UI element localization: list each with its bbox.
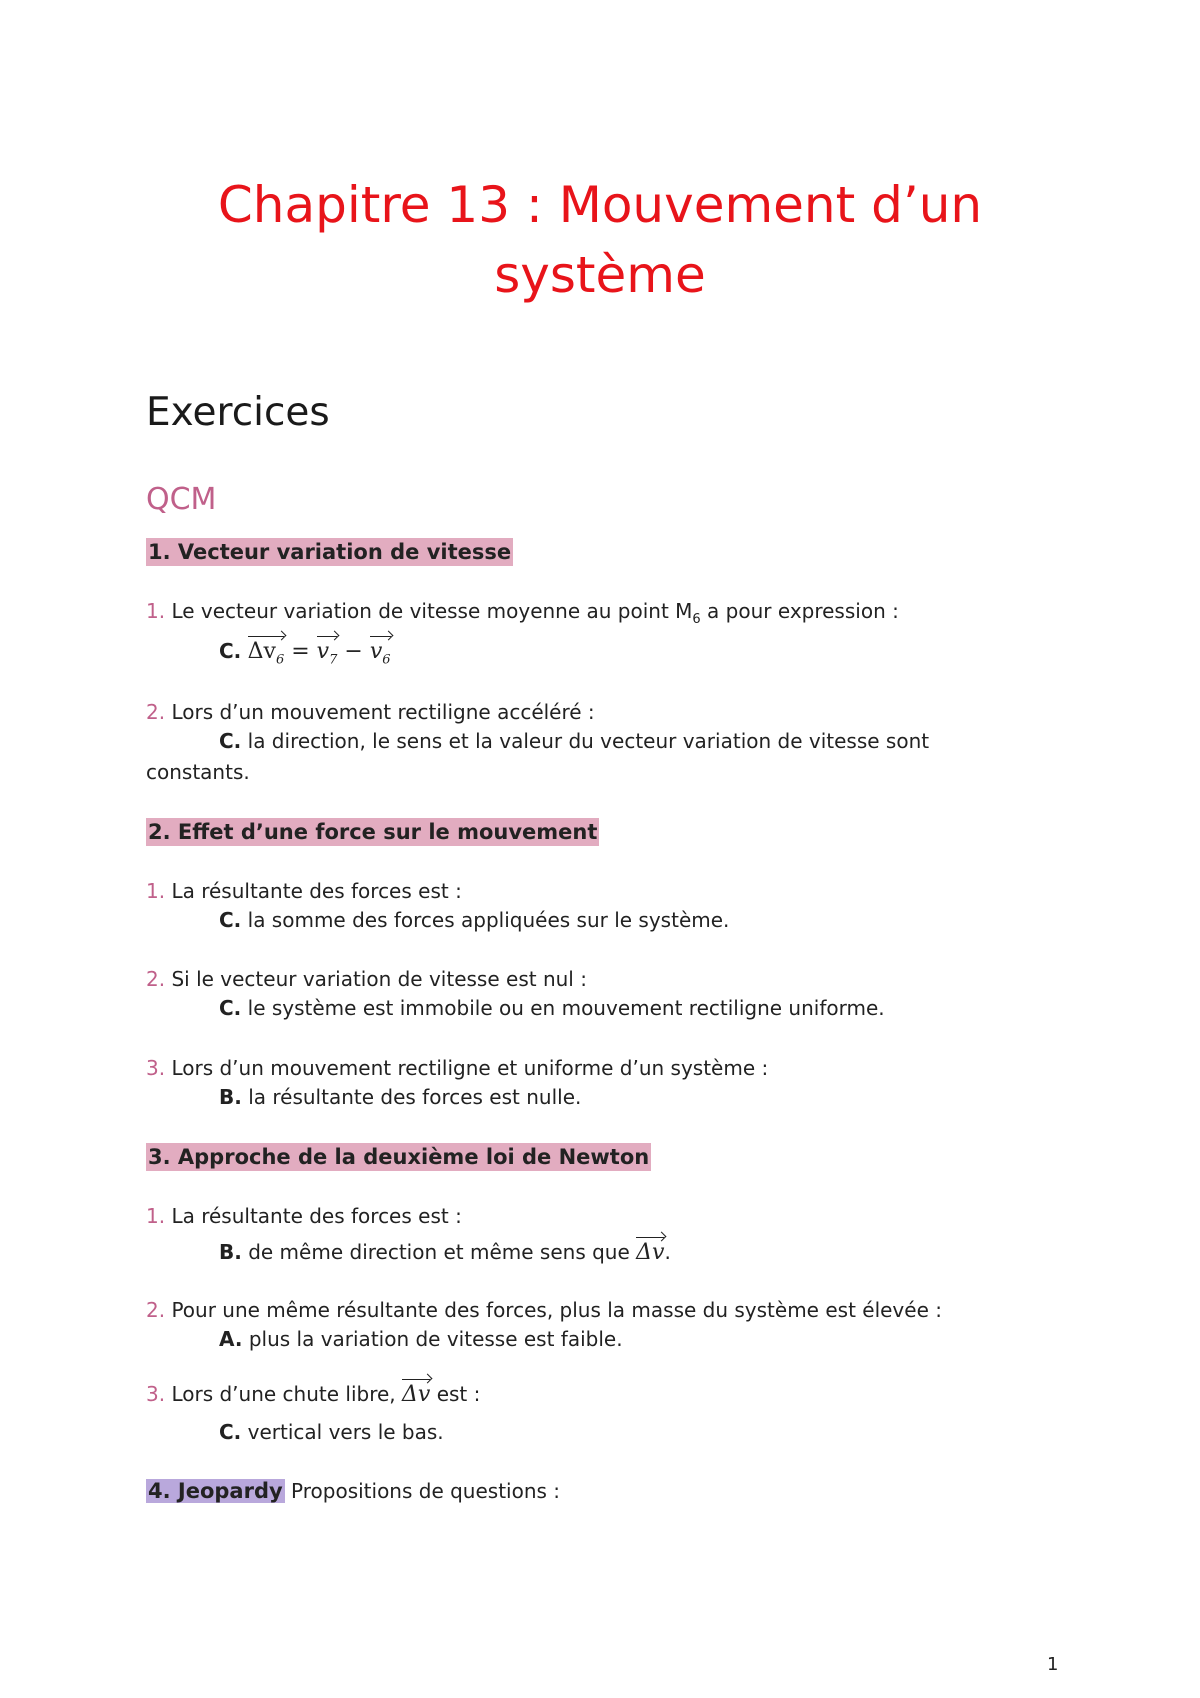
v7-symbol: v (316, 639, 330, 664)
answer-text: plus la variation de vitesse est faible. (248, 1327, 623, 1351)
answer-letter: C. (219, 996, 242, 1020)
heading-qcm: QCM (146, 482, 217, 517)
section-4-tail: Propositions de questions : (284, 1479, 561, 1503)
answer-letter: B. (219, 1240, 242, 1264)
question-text-end: a pour expression : (700, 599, 899, 623)
answer-2-2 (219, 994, 885, 1022)
answer-text: la résultante des forces est nulle. (248, 1085, 582, 1109)
question-number: 2. (146, 1298, 166, 1322)
answer-3-1 (219, 1235, 671, 1267)
answer-1-2 (219, 727, 929, 755)
question-number: 2. (146, 967, 166, 991)
answer-1-2-continued: constants. (146, 760, 250, 784)
question-2-1 (146, 877, 462, 905)
answer-2-3 (219, 1083, 581, 1111)
question-2-3 (146, 1054, 768, 1082)
question-1-1 (146, 597, 899, 634)
question-text: La résultante des forces est : (171, 1204, 462, 1228)
question-number: 1. (146, 1204, 166, 1228)
question-number: 2. (146, 700, 166, 724)
question-text: Lors d’une chute libre, (171, 1382, 403, 1406)
question-text: Si le vecteur variation de vitesse est nul : (171, 967, 587, 991)
section-title-4: 4. Jeopardy (148, 1479, 283, 1503)
subscript: 6 (275, 652, 285, 668)
answer-letter: B. (219, 1085, 242, 1109)
answer-letter: C. (219, 729, 242, 753)
minus-sign: − (337, 639, 370, 664)
question-text: Lors d’un mouvement rectiligne et uniforme d’un système : (171, 1056, 769, 1080)
answer-letter: C. (219, 1420, 242, 1444)
chapter-title-line1: Chapitre 13 : Mouvement d’un (217, 176, 983, 234)
question-1-2 (146, 698, 595, 726)
answer-text: vertical vers le bas. (247, 1420, 444, 1444)
question-text: Lors d’un mouvement rectiligne accéléré : (171, 700, 595, 724)
delta-v-symbol: Δv (247, 639, 276, 664)
answer-text: de même direction et même sens que (248, 1240, 637, 1264)
heading-exercices: Exercices (146, 390, 330, 435)
question-number: 3. (146, 1056, 166, 1080)
subscript: 6 (382, 652, 391, 668)
answer-letter: C. (219, 908, 242, 932)
section-title-3: 3. Approche de la deuxième loi de Newton (148, 1145, 650, 1169)
question-number: 1. (146, 879, 166, 903)
answer-letter: C. (219, 639, 242, 663)
answer-text: la somme des forces appliquées sur le système. (247, 908, 730, 932)
question-number: 1. (146, 599, 166, 623)
v6-symbol: v (369, 639, 383, 664)
question-2-2 (146, 965, 587, 993)
answer-3-3 (219, 1418, 444, 1446)
page-number: 1 (1047, 1654, 1059, 1675)
answer-period: . (664, 1240, 671, 1264)
equals-sign: = (284, 639, 317, 664)
question-text: Le vecteur variation de vitesse moyenne au point M (171, 599, 693, 623)
subscript: 7 (329, 652, 338, 668)
question-text-end: est : (430, 1382, 481, 1406)
answer-2-1 (219, 906, 729, 934)
answer-text: le système est immobile ou en mouvement rectiligne uniforme. (247, 996, 885, 1020)
answer-letter: A. (219, 1327, 243, 1351)
question-3-1 (146, 1202, 462, 1230)
answer-1-1 (219, 634, 391, 674)
section-title-1: 1. Vecteur variation de vitesse (148, 540, 512, 564)
subscript: 6 (692, 612, 701, 627)
delta-v-vector: Δv (402, 1377, 430, 1409)
chapter-title-line2: système (494, 246, 706, 304)
question-text: Pour une même résultante des forces, plus la masse du système est élevée : (171, 1298, 942, 1322)
question-text: La résultante des forces est : (171, 879, 462, 903)
section-4-line (146, 1477, 560, 1505)
question-3-3 (146, 1377, 480, 1409)
question-number: 3. (146, 1382, 166, 1406)
section-title-2: 2. Effet d’une force sur le mouvement (148, 820, 598, 844)
vector-equation (248, 634, 391, 674)
delta-v-vector: Δv (636, 1235, 664, 1267)
question-3-2 (146, 1296, 942, 1324)
chapter-title (0, 170, 1200, 310)
answer-3-2 (219, 1325, 623, 1353)
answer-text: la direction, le sens et la valeur du vecteur variation de vitesse sont (247, 729, 930, 753)
